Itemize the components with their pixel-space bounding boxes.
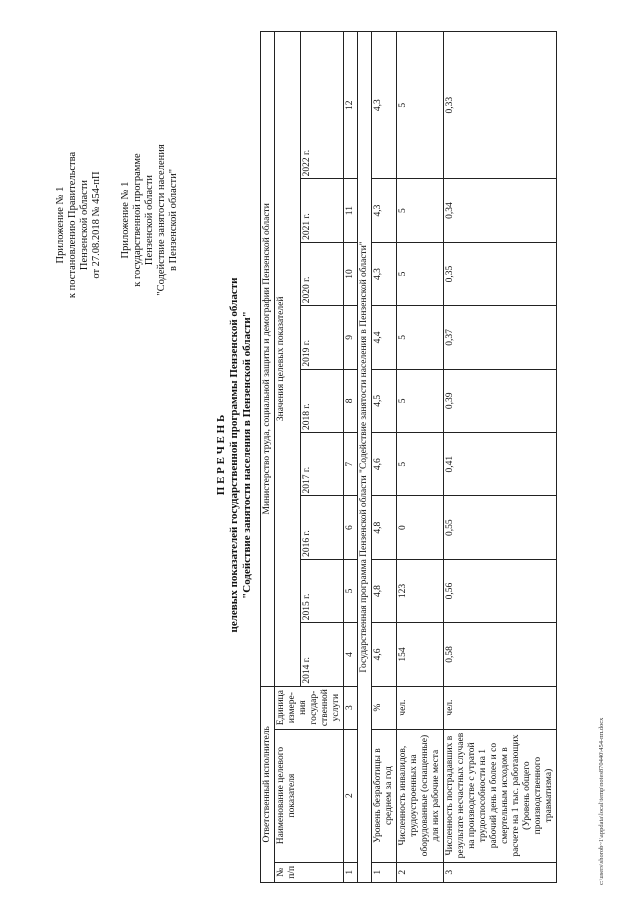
indicator-unit: % bbox=[372, 686, 397, 729]
indicator-value: 0,39 bbox=[444, 369, 557, 432]
year-header: 2018 г. bbox=[301, 369, 344, 432]
indicator-value: 0,37 bbox=[444, 306, 557, 369]
indicator-value: 0,58 bbox=[444, 623, 557, 686]
year-header: 2016 г. bbox=[301, 496, 344, 559]
year-header: 2020 г. bbox=[301, 242, 344, 305]
values-header: Значения целевых показателей bbox=[275, 32, 301, 687]
col-no-header: № п/п bbox=[275, 862, 344, 882]
indicator-value: 5 bbox=[397, 433, 444, 496]
col-name-header: Наименование целевого показателя bbox=[275, 729, 344, 862]
indicator-value: 4,6 bbox=[372, 433, 397, 496]
indicator-value: 4,5 bbox=[372, 369, 397, 432]
appendix-program-line: Пензенской области bbox=[144, 174, 155, 266]
indicator-value: 4,4 bbox=[372, 306, 397, 369]
column-number: 5 bbox=[344, 559, 358, 622]
indicator-value: 0 bbox=[397, 496, 444, 559]
title-subheading: целевых показателей государственной программы Пензенской области bbox=[228, 277, 240, 633]
appendix-decree-line: от 27.08.2018 № 454-пП bbox=[91, 171, 102, 279]
year-header: 2017 г. bbox=[301, 433, 344, 496]
year-header: 2014 г. bbox=[301, 623, 344, 686]
column-number: 12 bbox=[344, 32, 358, 179]
column-number: 10 bbox=[344, 242, 358, 305]
file-path-footer: c:\users\shorob~1\appdata\local\temp\notes870440\454-пп.docx bbox=[598, 717, 605, 885]
column-number: 4 bbox=[344, 623, 358, 686]
responsible-value: Министерство труда, социальной защиты и демографии Пензенской области bbox=[261, 32, 275, 687]
title-heading: П Е Р Е Ч Е Н Ь bbox=[215, 414, 227, 496]
appendix-decree-line: Пензенской области bbox=[79, 179, 90, 271]
document-title bbox=[215, 145, 254, 765]
year-header: 2015 г. bbox=[301, 559, 344, 622]
col-unit-header: Единица измере-ния государ-ственной услуги bbox=[275, 686, 344, 729]
indicator-value: 0,41 bbox=[444, 433, 557, 496]
year-header: 2022 г. bbox=[301, 32, 344, 179]
table-row bbox=[372, 32, 397, 883]
indicator-value: 4,3 bbox=[372, 242, 397, 305]
title-program-name: "Содействие занятости населения в Пензенской области" bbox=[241, 311, 253, 599]
indicator-name: Численность инвалидов, трудоустроенных на оборудованные (оснащенные) для них рабочие места bbox=[397, 729, 444, 862]
indicator-unit: чел. bbox=[444, 686, 557, 729]
responsible-label: Ответственный исполнитель bbox=[261, 686, 275, 882]
indicator-value: 154 bbox=[397, 623, 444, 686]
indicator-value: 0,35 bbox=[444, 242, 557, 305]
row-number: 1 bbox=[372, 862, 397, 882]
column-number: 8 bbox=[344, 369, 358, 432]
column-number: 6 bbox=[344, 496, 358, 559]
indicator-name: Уровень безработицы в среднем за год bbox=[372, 729, 397, 862]
indicator-value: 123 bbox=[397, 559, 444, 622]
column-number: 11 bbox=[344, 179, 358, 242]
column-number: 9 bbox=[344, 306, 358, 369]
appendix-decree-line: Приложение № 1 bbox=[55, 186, 66, 264]
appendix-program bbox=[120, 120, 180, 320]
year-header: 2021 г. bbox=[301, 179, 344, 242]
appendix-decree-line: к постановлению Правительства bbox=[67, 151, 78, 299]
column-number: 3 bbox=[344, 686, 358, 729]
indicator-value: 4,3 bbox=[372, 32, 397, 179]
column-number: 1 bbox=[344, 862, 358, 882]
appendix-program-line: к государственной программе bbox=[132, 153, 143, 287]
indicator-value: 5 bbox=[397, 369, 444, 432]
indicator-value: 0,33 bbox=[444, 32, 557, 179]
table-row bbox=[397, 32, 444, 883]
indicator-name: Численность пострадавших в результате несчастных случаев на производстве с утратой трудоспособности на 1 рабочий день и более и со смертельным исходом в расчете на 1 тыс. работающих (Уровень общего производственного травматизма) bbox=[444, 729, 557, 862]
indicator-value: 5 bbox=[397, 179, 444, 242]
indicator-value: 4,8 bbox=[372, 559, 397, 622]
indicator-value: 0,56 bbox=[444, 559, 557, 622]
indicator-unit: чел. bbox=[397, 686, 444, 729]
indicator-value: 4,3 bbox=[372, 179, 397, 242]
appendix-program-line: Приложение № 1 bbox=[120, 181, 131, 259]
indicator-value: 0,55 bbox=[444, 496, 557, 559]
indicator-value: 4,6 bbox=[372, 623, 397, 686]
year-header: 2019 г. bbox=[301, 306, 344, 369]
appendix-program-line: "Содействие занятости населения bbox=[156, 144, 167, 296]
row-number: 2 bbox=[397, 862, 444, 882]
program-row bbox=[358, 32, 372, 883]
indicator-value: 5 bbox=[397, 242, 444, 305]
indicator-value: 4,8 bbox=[372, 496, 397, 559]
column-number: 2 bbox=[344, 729, 358, 862]
indicator-value: 0,34 bbox=[444, 179, 557, 242]
column-number: 7 bbox=[344, 433, 358, 496]
indicator-value: 5 bbox=[397, 306, 444, 369]
appendix-program-line: в Пензенской области" bbox=[168, 169, 179, 271]
indicators-table bbox=[260, 31, 557, 883]
header-row bbox=[275, 32, 301, 883]
column-numbers-row bbox=[344, 32, 358, 883]
appendix-decree bbox=[55, 135, 103, 315]
responsible-row bbox=[261, 32, 275, 883]
row-number: 3 bbox=[444, 862, 557, 882]
table-row bbox=[444, 32, 557, 883]
indicator-value: 5 bbox=[397, 32, 444, 179]
program-name: Государственная программа Пензенской области "Содействие занятости населения в Пензенской области" bbox=[358, 32, 372, 883]
